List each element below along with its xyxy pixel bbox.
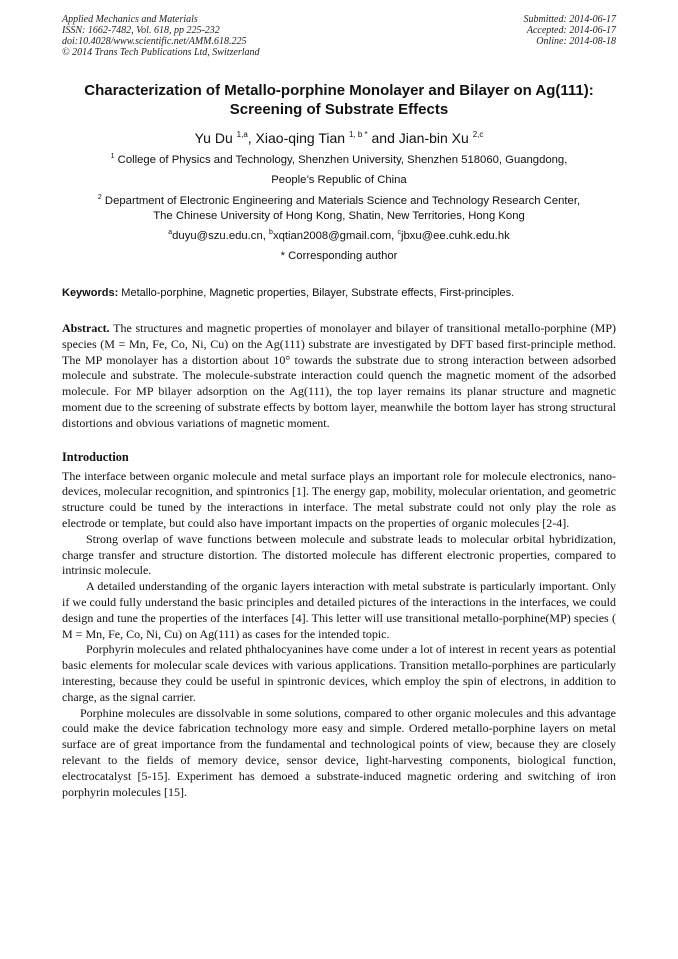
intro-paragraph-5: Porphine molecules are dissolvable in some solutions, compared to other organic molecules and this advantage could make the device fabrication technology more easy and simple. Ordered metallo-porphine layers on metal surface are of great importance from the fundamental and technological points of view, because they are closely relevant to the fields of memory device, sensor device, light-harvesting components, biological function, electrocatalyst [5-15]. Experiment has demoed a substrate-induced magnetic ordering and switching of iron porphyrin molecules [15]. (62, 705, 616, 799)
affiliation-2-line-2: The Chinese University of Hong Kong, Shatin, New Territories, Hong Kong (153, 210, 525, 222)
author-list (62, 129, 616, 147)
abstract-label: Abstract. (62, 321, 110, 335)
affiliation-1-line-1: College of Physics and Technology, Shenzhen University, Shenzhen 518060, Guangdong, (114, 154, 568, 166)
affiliation-1 (62, 153, 616, 168)
email-a-sup: a (168, 229, 173, 236)
keywords (62, 286, 616, 300)
affiliation-2-sup: 2 (97, 194, 102, 201)
affiliation-1-line-2: People’s Republic of China (271, 174, 407, 186)
affiliation-1-sup: 1 (110, 153, 115, 160)
keywords-label: Keywords: (62, 287, 119, 299)
intro-paragraph-2: Strong overlap of wave functions between molecule and substrate leads to molecular orbital hybridization, charge transfer and structure distortion. The distorted molecule has different electronic properties, compared to intrinsic molecule. (62, 531, 616, 578)
affiliation-2-line-1: Department of Electronic Engineering and Materials Science and Technology Research Center, (101, 195, 581, 207)
paper-title (62, 81, 616, 119)
email-c-sup: c (397, 229, 401, 236)
email-list (62, 229, 616, 244)
intro-paragraph-1: The interface between organic molecule and metal surface plays an important role for molecule electronics, nano-devices, molecular recognition, and spintronics [1]. The energy gap, mobility, molecular orientation, and geometric structure could be tuned by the interactions in interface. The metal substrate could not only play the role as electrode or template, but could also have important impacts on the properties of organic molecules [2-4]. (62, 468, 616, 530)
doi: doi:10.4028/www.scientific.net/AMM.618.225 (62, 36, 247, 47)
author-1: Yu Du (194, 130, 237, 146)
issn: ISSN: 1662-7482, Vol. 618, pp 225-232 (62, 25, 220, 36)
submitted-date: Submitted: 2014-06-17 (523, 14, 616, 25)
intro-paragraph-3: A detailed understanding of the organic layers interaction with metal substrate is particularly important. Only if we could fully understand the basic principles and detailed pictures of the interactions in the interfaces, we could design and tune the properties of the interfaces [4]. This letter will use transitional metallo-porphine(MP) species ( M = Mn, Fe, Co, Ni, Cu) on Ag(111) as cases for the intended topic. (62, 579, 616, 641)
journal-name: Applied Mechanics and Materials (62, 14, 198, 25)
section-heading-introduction: Introduction (62, 449, 129, 464)
abstract-text: The structures and magnetic properties of monolayer and bilayer of transitional metallo-porphine (MP) species (M = Mn, Fe, Co, Ni, Cu) on the Ag(111) substrate are investigated by DFT based first-principle method. The MP monolayer has a distortion about 10° towards the substrate due to strong interaction between adsorbed molecule and substrate. The molecule-substrate interaction could quench the magnetic moment of the adsorbed molecule. For MP bilayer adsorption on the Ag(111), the top layer remains its planar structure and magnetic moment due to the screening of substrate effects by bottom layer, meanwhile the bottom layer has strong structural distortions and obvious variations of magnetic moment. (62, 321, 616, 430)
keywords-text: Metallo-porphine, Magnetic properties, Bilayer, Substrate effects, First-principles. (118, 287, 515, 299)
corresponding-author-note: * Corresponding author (280, 250, 398, 262)
dates-info (524, 14, 617, 58)
online-date: Online: 2014-08-18 (536, 36, 616, 47)
author-2: , Xiao-qing Tian (247, 130, 349, 146)
abstract (62, 321, 616, 432)
intro-paragraph-4: Porphyrin molecules and related phthalocyanines have come under a lot of interest in recent years as potential basic elements for molecular scale devices with various applications. Transition metallo-porphines are particularly interesting, because they could be useful in spintronic devices, which employ the spin of electrons, in addition to charge, as the signal carrier. (62, 642, 616, 704)
email-b: xqtian2008@gmail.com, (272, 230, 398, 242)
author-3-sup: 2,c (472, 130, 484, 139)
copyright: © 2014 Trans Tech Publications Ltd, Switzerland (62, 47, 260, 58)
email-b-sup: b (269, 229, 273, 236)
title-line-2: Screening of Substrate Effects (229, 101, 449, 118)
journal-header (62, 14, 616, 58)
author-1-sup: 1,a (236, 130, 248, 139)
author-2-sup: 1, b * (348, 130, 368, 139)
affiliation-2 (62, 194, 616, 224)
email-a: duyu@szu.edu.cn, (172, 230, 270, 242)
email-c: jbxu@ee.cuhk.edu.hk (400, 230, 510, 242)
accepted-date: Accepted: 2014-06-17 (526, 25, 616, 36)
journal-info (62, 14, 260, 58)
author-3: and Jian-bin Xu (367, 130, 473, 146)
title-line-1: Characterization of Metallo-porphine Monolayer and Bilayer on Ag(111): (84, 82, 594, 99)
